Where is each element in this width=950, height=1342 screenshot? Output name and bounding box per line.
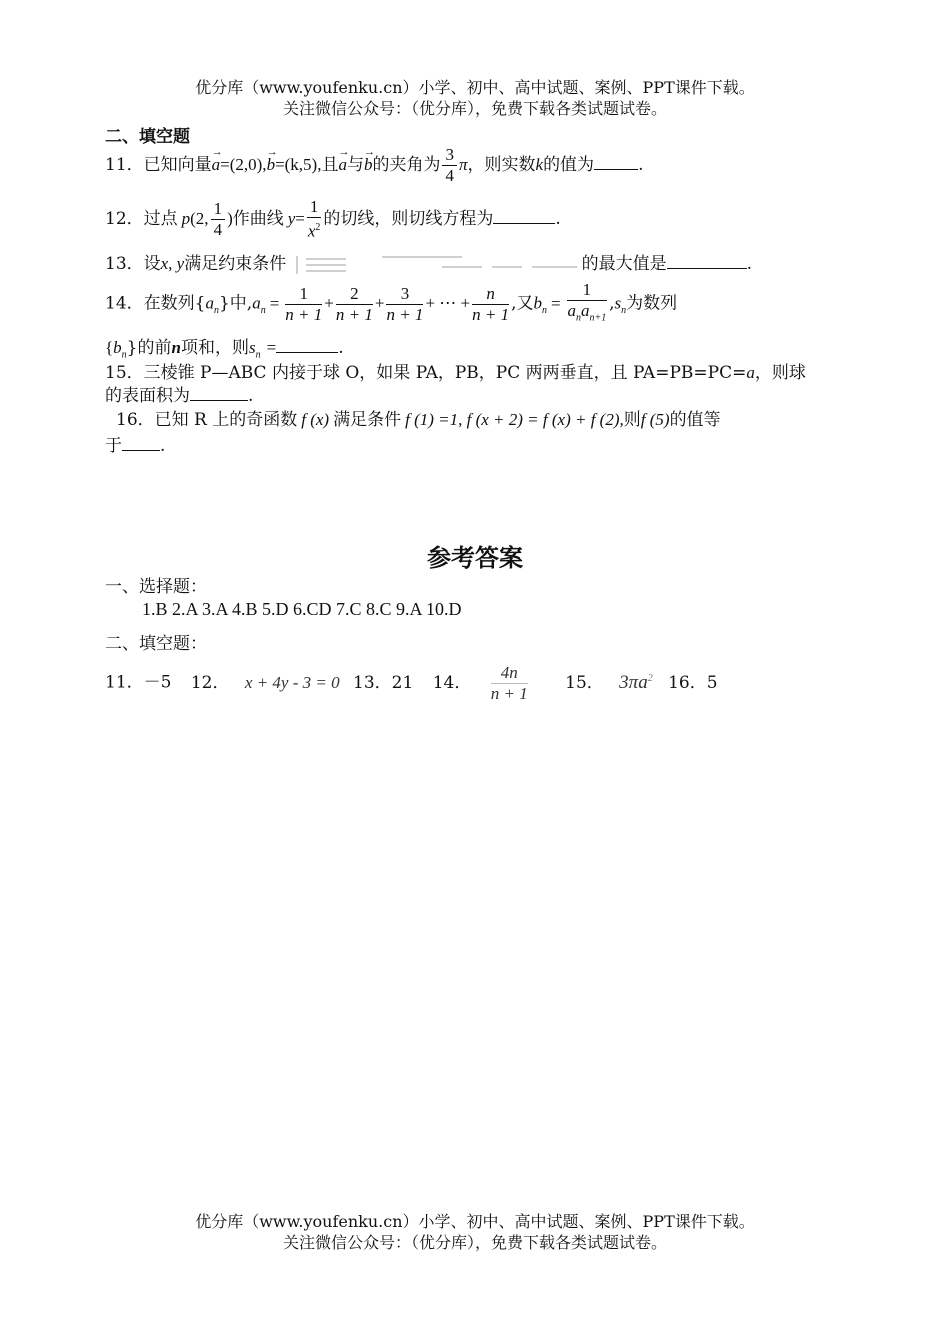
q14-line2-s-sub: n <box>255 349 261 361</box>
q15-line-1: 15．三棱锥 P—ABC 内接于球 O，如果 PA，PB，PC 两两垂直，且 PA=PB=PC= <box>105 363 747 383</box>
q14-a-2: a <box>252 293 261 313</box>
q11-fraction <box>442 145 457 186</box>
q14-eq: = <box>269 293 280 313</box>
vector-a-2: → a <box>338 143 347 187</box>
q14-f3-num: 3 <box>386 284 423 305</box>
q11-eq-a: =(2,0), <box>220 155 267 174</box>
section-title-fill-in: 二、填空题 <box>105 127 190 147</box>
q11-text-3: 的值为 <box>543 155 595 175</box>
q11-text: 已知向量 <box>143 155 212 175</box>
q12-curve-num: 1 <box>307 197 322 218</box>
footer-line-2: 关注微信公众号：（优分库），免费下载各类试题试卷。 <box>282 1233 667 1252</box>
question-12 <box>105 197 561 242</box>
q16-end: . <box>160 436 166 456</box>
vector-b-2: → b <box>364 143 373 187</box>
question-16-line-2 <box>105 434 165 457</box>
answer-blank[interactable] <box>276 336 338 353</box>
q15-line-2: 的表面积为 <box>105 386 190 406</box>
answer-15-value: 3πa <box>619 671 648 693</box>
answer-14-label: 14． <box>432 672 472 693</box>
q12-curve-fraction <box>307 197 322 242</box>
header-line-1: 优分库（www.youfenku.cn）小学、初中、高中试题、案例、PPT课件下载。 <box>195 78 755 97</box>
question-14 <box>105 280 677 333</box>
header-line-2: 关注微信公众号：（优分库），免费下载各类试题试卷。 <box>282 99 667 118</box>
answer-14-num: 4n <box>491 663 528 684</box>
q14-f1-num: 1 <box>285 284 322 305</box>
q11-frac-den: 4 <box>445 166 454 185</box>
q14-line2-b: b <box>113 338 122 357</box>
q14-line2-s: s <box>248 338 256 357</box>
q16-fx: f (x) <box>301 410 330 429</box>
q14-line2-n: n <box>171 338 181 357</box>
q11-frac-num: 3 <box>442 145 457 166</box>
answers-section-1: 一、选择题： <box>105 577 207 597</box>
answer-14-den: n + 1 <box>490 683 528 703</box>
q14-b: b <box>533 293 543 313</box>
answer-blank[interactable] <box>594 153 638 170</box>
q16-text-2: 满足条件 <box>333 410 402 430</box>
q16-line-2: 于 <box>105 436 122 456</box>
q14-fb-a: a <box>567 301 576 320</box>
q14-plus-1: + <box>324 293 334 313</box>
q12-text-3: 的切线，则切线方程为 <box>323 209 494 229</box>
q14-fb-a2: a <box>580 301 590 320</box>
q12-point: (2, <box>190 209 209 228</box>
answer-11: 11．－5 <box>105 672 172 693</box>
q14-plus-2: + <box>374 293 385 313</box>
footer-line-1: 优分库（www.youfenku.cn）小学、初中、高中试题、案例、PPT课件下载。 <box>195 1212 755 1231</box>
q11-and: 且 <box>321 155 339 175</box>
q14-brace: { <box>105 338 114 357</box>
question-15-line-2 <box>105 384 253 407</box>
missing-constraint-image <box>292 254 582 276</box>
q14-f1-den: n + 1 <box>285 304 323 324</box>
answer-title: 参考答案 <box>427 544 523 572</box>
answer-blank[interactable] <box>493 207 555 224</box>
q14-f2-den: n + 1 <box>335 304 373 324</box>
question-11 <box>105 143 643 187</box>
q12-number: 12． <box>105 209 144 229</box>
q14-line2-eq: = <box>266 338 277 357</box>
answer-15-exp: 2 <box>647 673 653 684</box>
q14-fb-sub2: n+1 <box>589 312 607 324</box>
q12-curve-x: x <box>307 221 316 241</box>
answer-blank[interactable] <box>122 434 160 451</box>
q11-end: . <box>638 155 644 175</box>
q14-frac-b <box>567 280 608 328</box>
q14-text-2: }中, <box>218 293 253 314</box>
q12-end: . <box>555 209 561 229</box>
q12-frac-num: 1 <box>211 199 226 220</box>
q12-close: ) <box>227 209 233 228</box>
q16-f5: f (5) <box>640 410 670 429</box>
q12-text-2: 作曲线 <box>232 209 284 229</box>
q12-curve-exp: 2 <box>315 222 321 234</box>
q14-text: 在数列{ <box>143 293 206 314</box>
q13-text: 设 <box>143 254 161 274</box>
question-16 <box>116 408 721 432</box>
q14-s-sub: n <box>621 305 627 317</box>
q16-then: 则 <box>623 410 641 430</box>
q14-line2-text: }的前 <box>126 338 172 358</box>
answer-15-label: 15． <box>565 672 604 693</box>
q14-fb-sub1: n <box>575 312 581 324</box>
q13-end: . <box>746 254 753 274</box>
q14-comma: , <box>609 293 615 314</box>
q12-fraction <box>211 199 226 240</box>
q14-b-sub: n <box>542 305 548 317</box>
q13-text-3: 的最大值是 <box>581 254 667 274</box>
q16-condition: f (1) =1, f (x + 2) = f (x) + f (2), <box>405 410 624 429</box>
q14-frac-1 <box>285 284 322 325</box>
answer-12-value: x + 4y - 3 = 0 <box>244 672 340 692</box>
q14-frac-2 <box>336 284 373 325</box>
q13-number: 13． <box>105 254 144 274</box>
q14-eq-2: = <box>551 293 561 313</box>
q12-frac-den: 4 <box>213 220 223 239</box>
answer-13: 13．21 <box>353 672 414 693</box>
q14-f3-den: n + 1 <box>386 304 424 324</box>
q14-a: a <box>205 293 214 313</box>
q14-number: 14． <box>105 293 144 314</box>
answer-12-label: 12． <box>190 672 230 693</box>
q14-end: . <box>338 338 344 358</box>
q11-eq-b: =(k,5), <box>275 155 322 174</box>
answer-blank[interactable] <box>190 384 248 401</box>
q15-a: a <box>746 363 755 382</box>
q14-a-sub-2: n <box>260 305 266 317</box>
q16-text: 16．已知 R 上的奇函数 <box>116 410 298 430</box>
q14-line2-text-2: 项和，则 <box>180 338 249 358</box>
choice-answers: 1.B 2.A 3.A 4.B 5.D 6.CD 7.C 8.C 9.A 10.D <box>142 599 462 619</box>
question-15 <box>105 362 806 384</box>
q12-eq: = <box>295 209 305 228</box>
q13-vars: x, y <box>160 254 185 273</box>
q12-y: y <box>287 209 296 228</box>
q14-text-4: 为数列 <box>626 293 678 314</box>
q14-dots: + ⋯ + <box>425 293 471 313</box>
q14-s: s <box>614 293 622 313</box>
answer-blank[interactable] <box>667 252 747 269</box>
q14-text-3: ,又 <box>511 293 534 314</box>
q11-angle-text: 的夹角为 <box>372 155 441 175</box>
q14-frac-3 <box>386 284 423 325</box>
q16-text-3: 的值等 <box>669 410 721 430</box>
q11-number: 11． <box>105 155 144 175</box>
q11-k: k <box>535 155 544 174</box>
q13-text-2: 满足约束条件 <box>184 254 287 274</box>
q11-with: 与 <box>346 155 364 175</box>
answers-section-2: 二、填空题： <box>105 634 207 654</box>
vector-a: → a <box>212 143 221 187</box>
q14-frac-n <box>472 284 509 325</box>
q15-line-1-end: ，则球 <box>754 363 806 383</box>
q14-fb-num: 1 <box>567 280 608 301</box>
q12-text: 过点 <box>143 209 178 229</box>
q12-p: p <box>181 209 191 228</box>
q14-fn-den: n + 1 <box>472 304 510 324</box>
q11-pi: π <box>458 155 468 174</box>
q14-fn-num: n <box>472 284 509 305</box>
question-13 <box>105 251 752 277</box>
q15-end: . <box>248 386 254 406</box>
answer-14-fraction <box>491 663 528 704</box>
vector-b: → b <box>267 143 276 187</box>
q11-text-2: ，则实数 <box>467 155 536 175</box>
q14-a-sub: n <box>213 305 219 317</box>
q14-line2-b-sub: n <box>121 349 127 361</box>
answer-16: 16．5 <box>668 672 718 693</box>
q14-f2-num: 2 <box>336 284 373 305</box>
fill-answers-row <box>105 655 718 707</box>
